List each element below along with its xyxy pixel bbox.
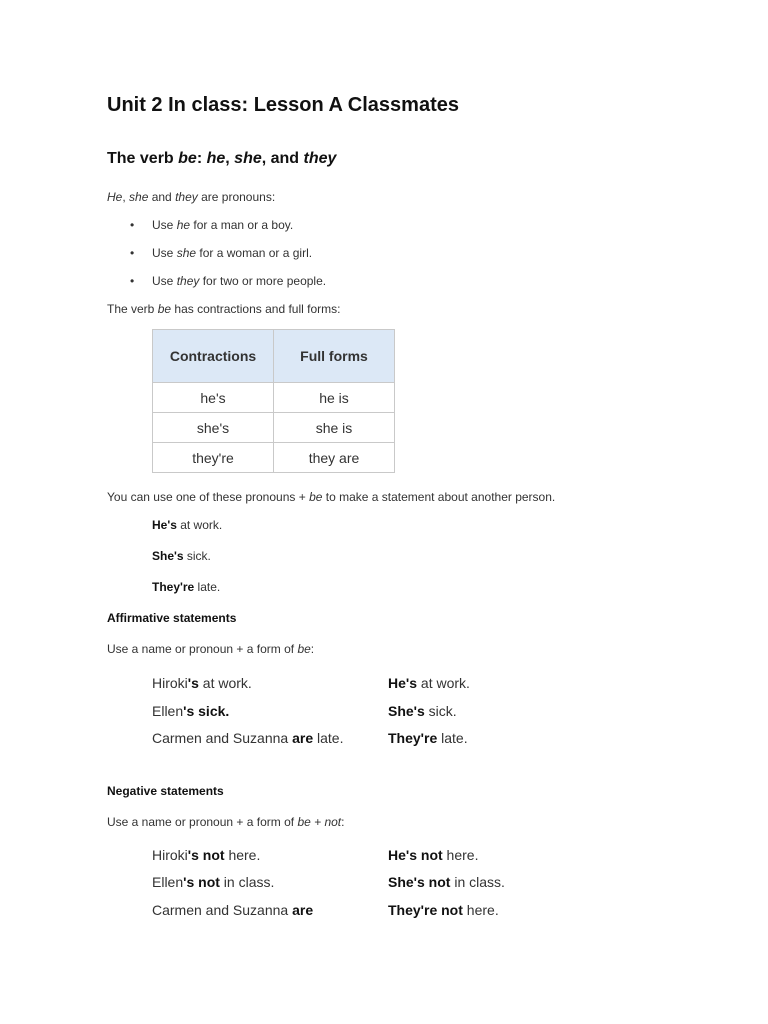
example-line: He's at work. <box>152 518 223 532</box>
example-right: He's at work. <box>388 675 470 691</box>
example-left: Ellen's sick. <box>152 703 230 719</box>
statement-intro: You can use one of these pronouns + be to make a statement about another person. <box>107 490 556 504</box>
example-left: Hiroki's at work. <box>152 675 252 691</box>
section-title: The verb be: he, she, and they <box>107 150 337 167</box>
list-item: • Use he for a man or a boy. <box>130 218 293 232</box>
list-item: • Use she for a woman or a girl. <box>130 246 312 260</box>
contractions-table <box>152 329 395 473</box>
affirmative-intro: Use a name or pronoun + a form of be: <box>107 642 315 656</box>
table-row: he's he is <box>153 383 395 413</box>
negative-intro: Use a name or pronoun + a form of be + not: <box>107 815 345 829</box>
example-right: They're not here. <box>388 902 499 918</box>
list-item: • Use they for two or more people. <box>130 274 326 288</box>
example-left: Carmen and Suzanna are late. <box>152 730 344 746</box>
example-right: They're late. <box>388 730 468 746</box>
affirmative-heading: Affirmative statements <box>107 611 237 625</box>
negative-heading: Negative statements <box>107 784 224 798</box>
table-row: she's she is <box>153 413 395 443</box>
table-row: they're they are <box>153 443 395 473</box>
example-left: Carmen and Suzanna are <box>152 902 314 918</box>
contractions-intro: The verb be has contractions and full forms: <box>107 302 341 316</box>
example-left: Hiroki's not here. <box>152 847 261 863</box>
page-title: Unit 2 In class: Lesson A Classmates <box>107 94 459 116</box>
example-left: Ellen's not in class. <box>152 874 275 890</box>
example-right: She's not in class. <box>388 874 505 890</box>
table-header: Contractions <box>153 330 274 383</box>
table-header: Full forms <box>274 330 395 383</box>
example-line: They're late. <box>152 580 221 594</box>
intro-text: He, she and they are pronouns: <box>107 190 276 204</box>
example-line: She's sick. <box>152 549 211 563</box>
example-right: She's sick. <box>388 703 457 719</box>
example-right: He's not here. <box>388 847 479 863</box>
